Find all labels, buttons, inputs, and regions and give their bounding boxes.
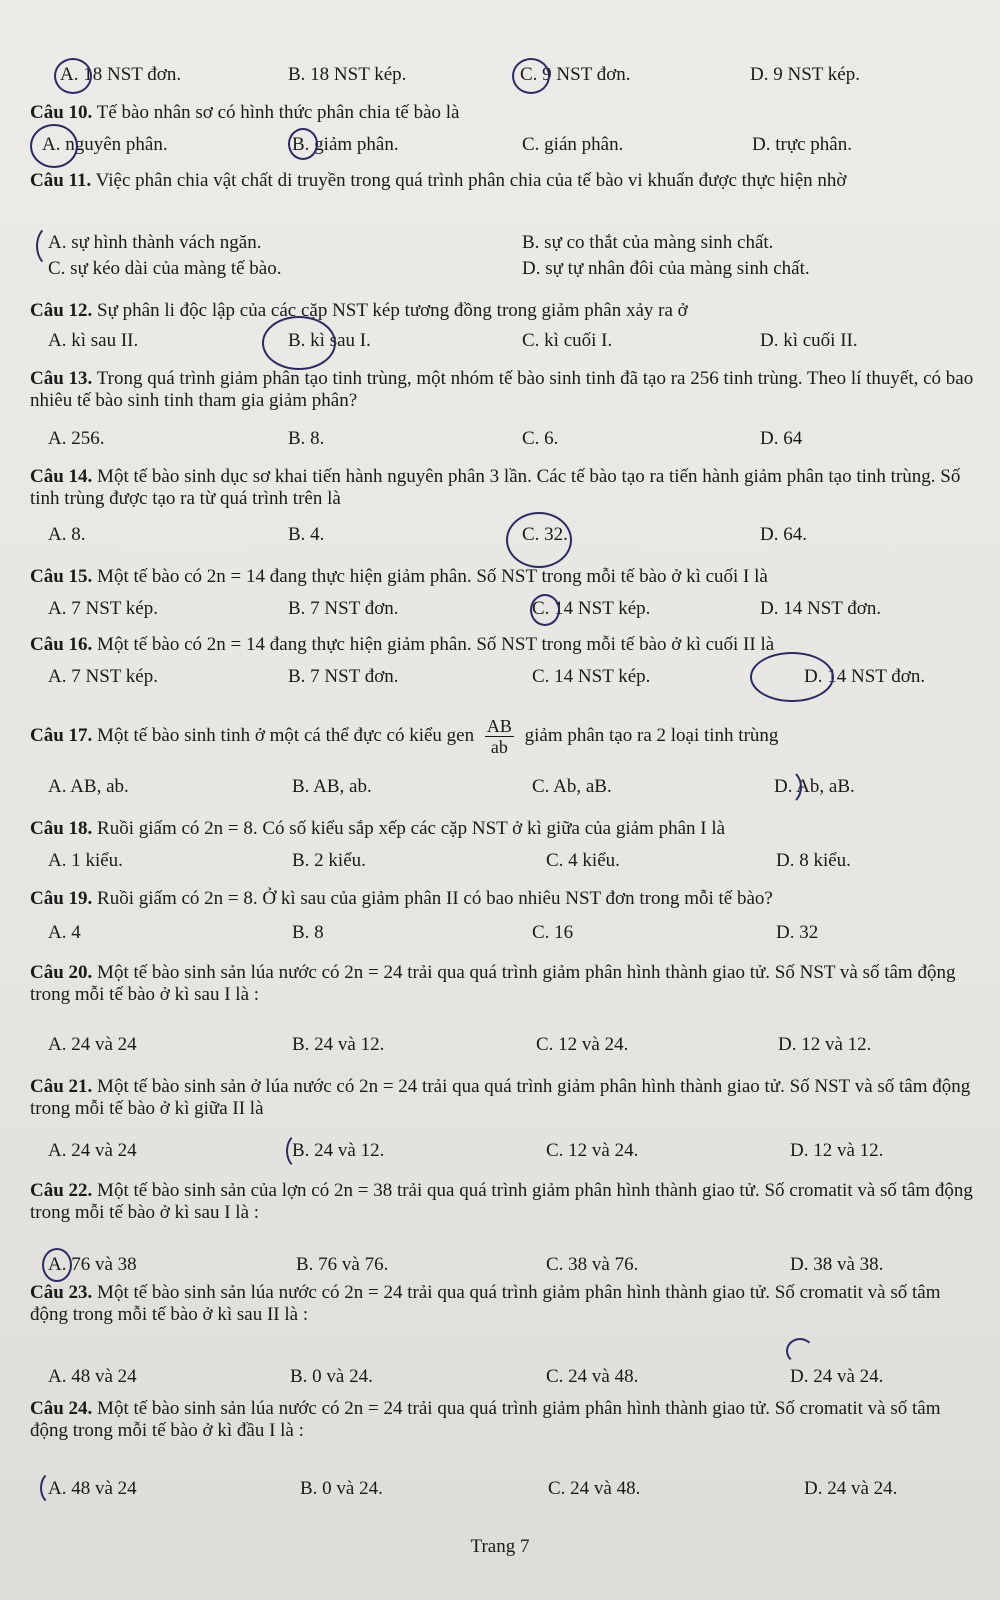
q9-option-a: A. 18 NST đơn.	[60, 64, 182, 85]
q9-options	[48, 64, 978, 88]
question-22	[30, 1180, 980, 1224]
question-label: Câu 14.	[30, 466, 93, 487]
q16-option-c: C. 14 NST kép.	[532, 666, 651, 687]
q11-option-d: D. sự tự nhân đôi của màng sinh chất.	[522, 258, 810, 279]
question-24	[30, 1398, 980, 1442]
q23-option-c: C. 24 và 48.	[546, 1366, 639, 1387]
q10-option-d: D. trực phân.	[752, 134, 852, 155]
question-text: Ruồi giấm có 2n = 8. Có số kiểu sắp xếp các cặp NST ở kì giữa của giảm phân I là	[97, 818, 726, 839]
q13-option-b: B. 8.	[288, 428, 325, 449]
q11-option-c: C. sự kéo dài của màng tế bào.	[48, 258, 282, 279]
q14-option-b: B. 4.	[288, 524, 325, 545]
question-10	[30, 102, 980, 124]
question-text: Một tế bào sinh sản lúa nước có 2n = 24 trải qua quá trình giảm phân hình thành giao tử. Số NST và số tâm động trong mỗi tế bào ở kì sau I là :	[30, 962, 956, 1005]
q10-option-c: C. gián phân.	[522, 134, 624, 155]
q13-option-a: A. 256.	[48, 428, 105, 449]
genotype-fraction	[485, 716, 514, 757]
question-13	[30, 368, 980, 412]
question-label: Câu 24.	[30, 1398, 93, 1419]
q24-option-a: A. 48 và 24	[48, 1478, 137, 1499]
q14-option-a: A. 8.	[48, 524, 86, 545]
question-11	[30, 170, 980, 192]
question-text-after: giảm phân tạo ra 2 loại tinh trùng	[524, 724, 779, 746]
question-text: Một tế bào có 2n = 14 đang thực hiện giảm phân. Số NST trong mỗi tế bào ở kì cuối II là	[97, 634, 775, 655]
q20-option-c: C. 12 và 24.	[536, 1034, 629, 1055]
question-18	[30, 818, 980, 840]
q18-option-b: B. 2 kiểu.	[292, 850, 366, 871]
question-label: Câu 11.	[30, 170, 92, 191]
question-20	[30, 962, 980, 1006]
q22-option-a: A. 76 và 38	[48, 1254, 137, 1275]
q17-option-c: C. Ab, aB.	[532, 776, 612, 797]
q17-option-d: D. Ab, aB.	[774, 776, 855, 797]
question-text: Trong quá trình giảm phân tạo tinh trùng, một nhóm tế bào sinh tinh đã tạo ra 256 tinh trùng. Theo lí thuyết, có bao nhiêu tế bào sinh tinh tham gia giảm phân?	[30, 368, 974, 411]
question-label: Câu 19.	[30, 888, 93, 909]
q11-option-b: B. sự co thắt của màng sinh chất.	[522, 232, 774, 253]
q18-options	[48, 850, 978, 874]
q18-option-c: C. 4 kiểu.	[546, 850, 620, 871]
question-text: Sự phân li độc lập của các cặp NST kép tương đồng trong giảm phân xảy ra ở	[97, 300, 688, 321]
question-text: Một tế bào sinh sản lúa nước có 2n = 24 trải qua quá trình giảm phân hình thành giao tử. Số cromatit và số tâm động trong mỗi tế bào ở kì sau II là :	[30, 1282, 941, 1325]
question-19	[30, 888, 980, 910]
question-17	[30, 716, 980, 757]
q15-option-a: A. 7 NST kép.	[48, 598, 158, 619]
q20-options	[48, 1034, 978, 1058]
question-text: Một tế bào sinh sản của lợn có 2n = 38 trải qua quá trình giảm phân hình thành giao tử. Số cromatit và số tâm động trong mỗi tế bào ở kì sau I là :	[30, 1180, 973, 1223]
q9-option-c: C. 9 NST đơn.	[520, 64, 631, 85]
question-label: Câu 16.	[30, 634, 93, 655]
q18-option-a: A. 1 kiểu.	[48, 850, 123, 871]
q15-option-d: D. 14 NST đơn.	[760, 598, 882, 619]
q23-option-d: D. 24 và 24.	[790, 1366, 884, 1387]
q12-option-a: A. kì sau II.	[48, 330, 139, 351]
question-14	[30, 466, 980, 510]
question-label: Câu 17.	[30, 724, 93, 746]
q10-options	[42, 134, 978, 158]
q15-options	[48, 598, 978, 622]
q22-options	[48, 1254, 978, 1278]
question-15	[30, 566, 980, 588]
q16-option-b: B. 7 NST đơn.	[288, 666, 399, 687]
fraction-numerator: AB	[486, 716, 512, 736]
q23-option-a: A. 48 và 24	[48, 1366, 137, 1387]
q24-options	[48, 1478, 978, 1502]
q18-option-d: D. 8 kiểu.	[776, 850, 851, 871]
q15-option-b: B. 7 NST đơn.	[288, 598, 399, 619]
question-23	[30, 1282, 980, 1326]
q12-option-b: B. kì sau I.	[288, 330, 371, 351]
question-label: Câu 23.	[30, 1282, 93, 1303]
question-label: Câu 18.	[30, 818, 93, 839]
q20-option-b: B. 24 và 12.	[292, 1034, 385, 1055]
q10-option-b: B. giảm phân.	[292, 134, 399, 155]
q13-options	[48, 428, 978, 452]
question-text: Một tế bào sinh tinh ở một cá thể đực có kiểu gen	[97, 724, 475, 746]
q21-options	[48, 1140, 978, 1164]
q23-options	[48, 1366, 978, 1390]
q9-option-b: B. 18 NST kép.	[288, 64, 407, 85]
q14-options	[48, 524, 978, 548]
q17-options	[48, 776, 978, 800]
q17-option-b: B. AB, ab.	[292, 776, 372, 797]
question-text: Một tế bào sinh sản lúa nước có 2n = 24 trải qua quá trình giảm phân hình thành giao tử. Số cromatit và số tâm động trong mỗi tế bào ở kì đầu I là :	[30, 1398, 941, 1441]
q22-option-d: D. 38 và 38.	[790, 1254, 884, 1275]
question-label: Câu 12.	[30, 300, 93, 321]
question-label: Câu 22.	[30, 1180, 93, 1201]
q10-option-a: A. nguyên phân.	[42, 134, 168, 155]
question-text: Việc phân chia vật chất di truyền trong quá trình phân chia của tế bào vi khuẩn được thực hiện nhờ	[95, 170, 847, 191]
question-text: Một tế bào sinh dục sơ khai tiến hành nguyên phân 3 lần. Các tế bào tạo ra tiến hành giảm phân tạo tinh trùng. Số tinh trùng được tạo ra từ quá trình trên là	[30, 466, 961, 509]
q12-option-d: D. kì cuối II.	[760, 330, 858, 351]
question-text: Một tế bào sinh sản ở lúa nước có 2n = 24 trải qua quá trình giảm phân hình thành giao tử. Số NST và số tâm động trong mỗi tế bào ở kì giữa II là	[30, 1076, 971, 1119]
q14-option-c: C. 32.	[522, 524, 568, 545]
question-label: Câu 21.	[30, 1076, 93, 1097]
q19-option-d: D. 32	[776, 922, 819, 943]
q9-option-d: D. 9 NST kép.	[750, 64, 860, 85]
q20-option-d: D. 12 và 12.	[778, 1034, 872, 1055]
question-label: Câu 20.	[30, 962, 93, 983]
q23-option-b: B. 0 và 24.	[290, 1366, 373, 1387]
q14-option-d: D. 64.	[760, 524, 807, 545]
q21-option-c: C. 12 và 24.	[546, 1140, 639, 1161]
q19-option-a: A. 4	[48, 922, 81, 943]
q19-option-b: B. 8	[292, 922, 324, 943]
question-16	[30, 634, 980, 656]
q24-option-d: D. 24 và 24.	[804, 1478, 898, 1499]
question-text: Một tế bào có 2n = 14 đang thực hiện giảm phân. Số NST trong mỗi tế bào ở kì cuối I là	[97, 566, 768, 587]
page-number: Trang 7	[470, 1536, 530, 1557]
fraction-denominator: ab	[490, 737, 508, 757]
q16-options	[48, 666, 978, 690]
q24-option-b: B. 0 và 24.	[300, 1478, 383, 1499]
q13-option-c: C. 6.	[522, 428, 559, 449]
q16-option-a: A. 7 NST kép.	[48, 666, 158, 687]
question-text: Ruồi giấm có 2n = 8. Ở kì sau của giảm phân II có bao nhiêu NST đơn trong mỗi tế bào?	[97, 888, 773, 909]
q12-option-c: C. kì cuối I.	[522, 330, 613, 351]
answer-mark-circle	[786, 1338, 814, 1364]
q24-option-c: C. 24 và 48.	[548, 1478, 641, 1499]
q11-options-row2	[48, 258, 978, 282]
q20-option-a: A. 24 và 24	[48, 1034, 137, 1055]
q22-option-b: B. 76 và 76.	[296, 1254, 389, 1275]
q21-option-d: D. 12 và 12.	[790, 1140, 884, 1161]
q21-option-b: B. 24 và 12.	[292, 1140, 385, 1161]
q21-option-a: A. 24 và 24	[48, 1140, 137, 1161]
q17-option-a: A. AB, ab.	[48, 776, 129, 797]
question-21	[30, 1076, 980, 1120]
q19-options	[48, 922, 978, 946]
q19-option-c: C. 16	[532, 922, 574, 943]
question-12	[30, 300, 980, 322]
q11-options	[48, 232, 978, 256]
question-label: Câu 15.	[30, 566, 93, 587]
q12-options	[48, 330, 978, 354]
question-label: Câu 10.	[30, 102, 93, 123]
question-text: Tế bào nhân sơ có hình thức phân chia tế bào là	[96, 102, 460, 123]
q22-option-c: C. 38 và 76.	[546, 1254, 639, 1275]
question-label: Câu 13.	[30, 368, 93, 389]
q16-option-d: D. 14 NST đơn.	[804, 666, 926, 687]
q13-option-d: D. 64	[760, 428, 803, 449]
q11-option-a: A. sự hình thành vách ngăn.	[48, 232, 262, 253]
q15-option-c: C. 14 NST kép.	[532, 598, 651, 619]
